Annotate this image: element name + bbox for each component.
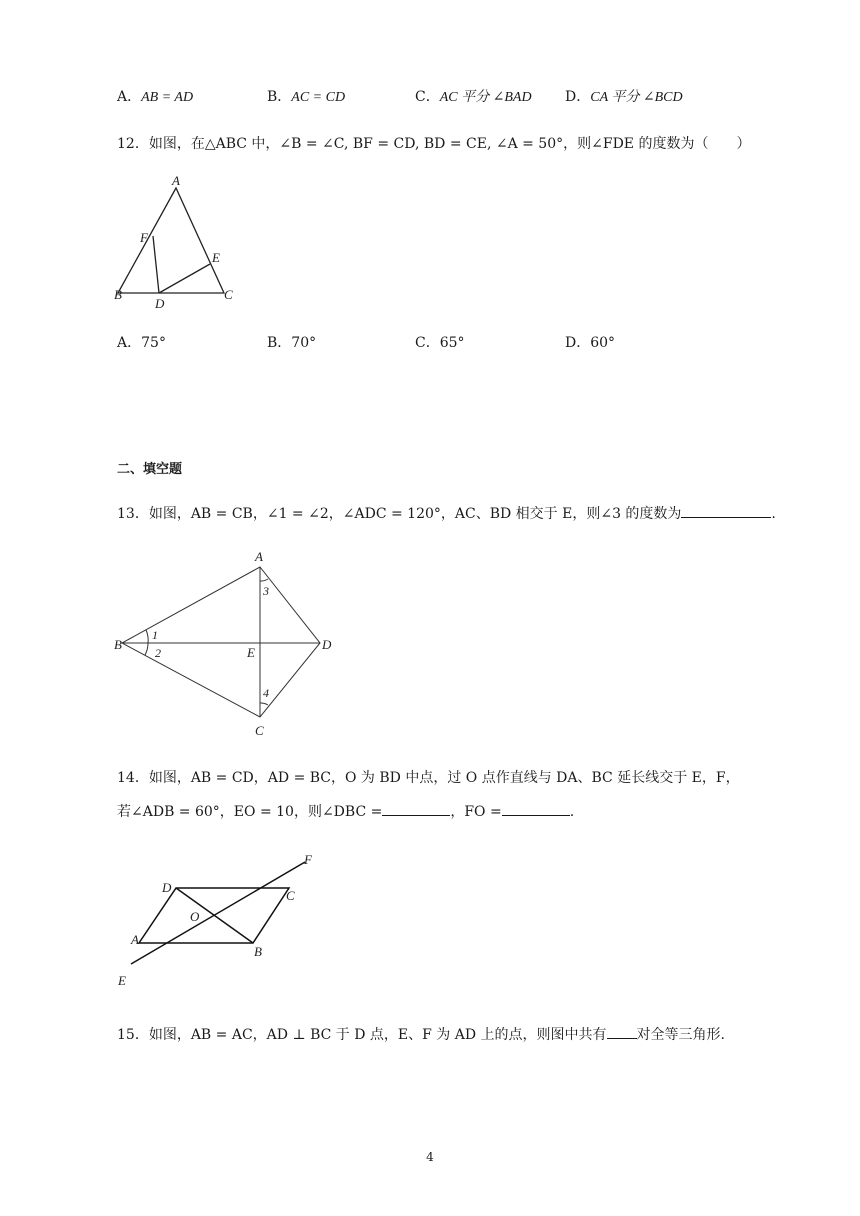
q14-question-line1: 14．如图，AB = CD，AD = BC，O 为 BD 中点，过 O 点作直线与 DA、BC 延长线交于 E，F， [117,770,740,786]
q12-option-d [565,332,615,352]
label-a: A [255,549,263,564]
option-text: AB = AD [141,90,194,105]
option-letter: A． [117,89,142,105]
q12-option-b [267,332,316,352]
label-f: F [304,852,312,867]
angle-label-3: 3 [263,584,269,598]
page-number: 4 [426,1150,434,1164]
option-letter: D． [565,89,591,105]
q14-text-c: . [569,804,575,820]
option-letter: D． [565,335,591,351]
label-f: F [140,230,148,245]
option-letter: A． [117,335,142,351]
option-text: 65° [439,335,465,351]
q14-answer-blank-2[interactable] [502,801,570,816]
option-text: AC 平分 ∠BAD [439,90,532,105]
q14-question-line2 [117,801,574,821]
label-c: C [224,287,233,302]
q12-question: 12．如图，在△ABC 中，∠B = ∠C, BF = CD, BD = CE, ∠A = 50°，则∠FDE 的度数为（ ） [117,136,751,152]
angle-label-1: 1 [152,628,158,642]
option-text: 70° [291,335,317,351]
option-letter: B． [267,89,292,105]
q14-answer-blank-1[interactable] [382,801,450,816]
q11-options [117,86,757,106]
section-heading: 二、填空题 [117,462,183,477]
option-letter: C． [415,335,440,351]
option-text: CA 平分 ∠BCD [590,90,683,105]
label-a: A [131,932,139,947]
label-d: D [322,637,332,652]
q15-question [117,1024,725,1044]
option-letter: B． [267,335,292,351]
label-b: B [114,287,122,302]
label-o: O [190,909,200,924]
label-e: E [118,973,126,988]
q12-figure [108,170,248,310]
q11-option-a [117,86,193,106]
label-e: E [212,250,220,265]
q14-text-a: 若∠ADB = 60°，EO = 10，则∠DBC = [117,804,383,820]
q14-text-b: ，FO = [450,804,502,820]
label-d: D [155,296,165,310]
option-text: 75° [141,335,166,351]
q13-answer-blank[interactable] [681,503,771,518]
q12-options [117,332,757,352]
q15-text-a: 15．如图，AB = AC，AD ⊥ BC 于 D 点，E、F 为 AD 上的点，则图中共有 [117,1027,607,1043]
q14-figure [108,848,328,993]
label-c: C [255,723,264,738]
label-d: D [162,880,172,895]
q13-figure [108,545,343,740]
label-b: B [114,637,122,652]
q13-question [117,503,776,523]
label-c: C [286,888,295,903]
q15-text-b: 对全等三角形. [636,1027,725,1043]
q11-option-b [267,86,345,106]
q11-option-c [415,86,532,106]
q15-answer-blank[interactable] [607,1024,637,1039]
label-b: B [254,944,262,959]
q12-option-c [415,332,465,352]
option-letter: C． [415,89,440,105]
q13-text: 13．如图，AB = CB，∠1 = ∠2，∠ADC = 120°，AC、BD 相交于 E，则∠3 的度数为 [117,506,682,522]
q12-option-a [117,332,166,352]
angle-label-4: 4 [263,686,269,700]
q13-period: . [771,506,776,522]
option-text: AC = CD [291,90,346,105]
angle-label-2: 2 [155,646,161,660]
label-e: E [247,645,255,660]
q11-option-d [565,86,683,106]
option-text: 60° [590,335,616,351]
label-a: A [172,173,180,188]
